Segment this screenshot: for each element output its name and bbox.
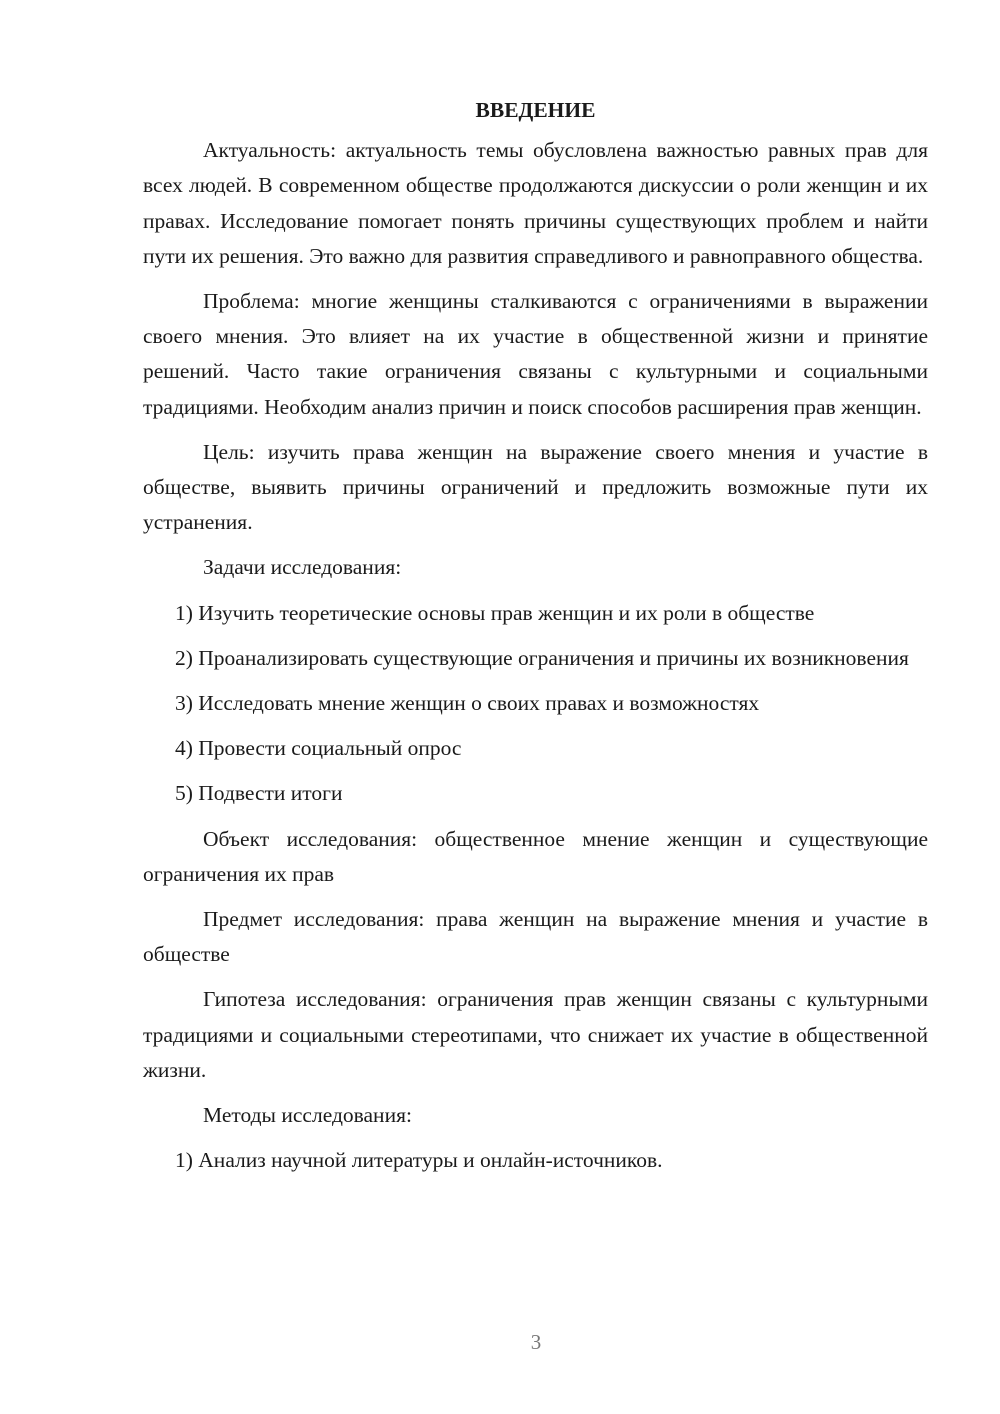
problem-paragraph: Проблема: многие женщины сталкиваются с ограничениями в выражении своего мнения. Это влияет на их участие в общественной жизни и принятие решений. Часто такие ограничения связаны с культурными и социальными традициями. Необходим анализ причин и поиск способов расширения прав женщин. — [143, 289, 928, 419]
task-item: 5) Подвести итоги — [175, 781, 343, 806]
document-page — [143, 93, 928, 1188]
object-paragraph: Объект исследования: общественное мнение женщин и существующие ограничения их прав — [143, 826, 928, 886]
methods-heading: Методы исследования: — [203, 1103, 412, 1128]
task-item: 1) Изучить теоретические основы прав женщин и их роли в обществе — [175, 600, 815, 625]
subject-paragraph: Предмет исследования: права женщин на выражение мнения и участие в обществе — [143, 907, 928, 967]
section-title: ВВЕДЕНИЕ — [475, 98, 596, 122]
page-number: 3 — [530, 1330, 542, 1354]
tasks-heading: Задачи исследования: — [203, 555, 402, 580]
relevance-paragraph: Актуальность: актуальность темы обусловлена важностью равных прав для всех людей. В современном обществе продолжаются дискуссии о роли женщин и их правах. Исследование помогает понять причины существующих проблем и найти пути их решения. Это важно для развития справедливого и равноправного общества. — [143, 138, 928, 268]
method-item: 1) Анализ научной литературы и онлайн-источников. — [175, 1148, 663, 1173]
task-item: 2) Проанализировать существующие ограничения и причины их возникновения — [175, 645, 909, 670]
task-item: 3) Исследовать мнение женщин о своих правах и возможностях — [175, 691, 760, 716]
task-item: 4) Провести социальный опрос — [175, 736, 462, 761]
hypothesis-paragraph: Гипотеза исследования: ограничения прав женщин связаны с культурными традициями и социальными стереотипами, что снижает их участие в общественной жизни. — [143, 987, 928, 1082]
goal-paragraph: Цель: изучить права женщин на выражение своего мнения и участие в обществе, выявить причины ограничений и предложить возможные пути их устранения. — [143, 439, 928, 535]
